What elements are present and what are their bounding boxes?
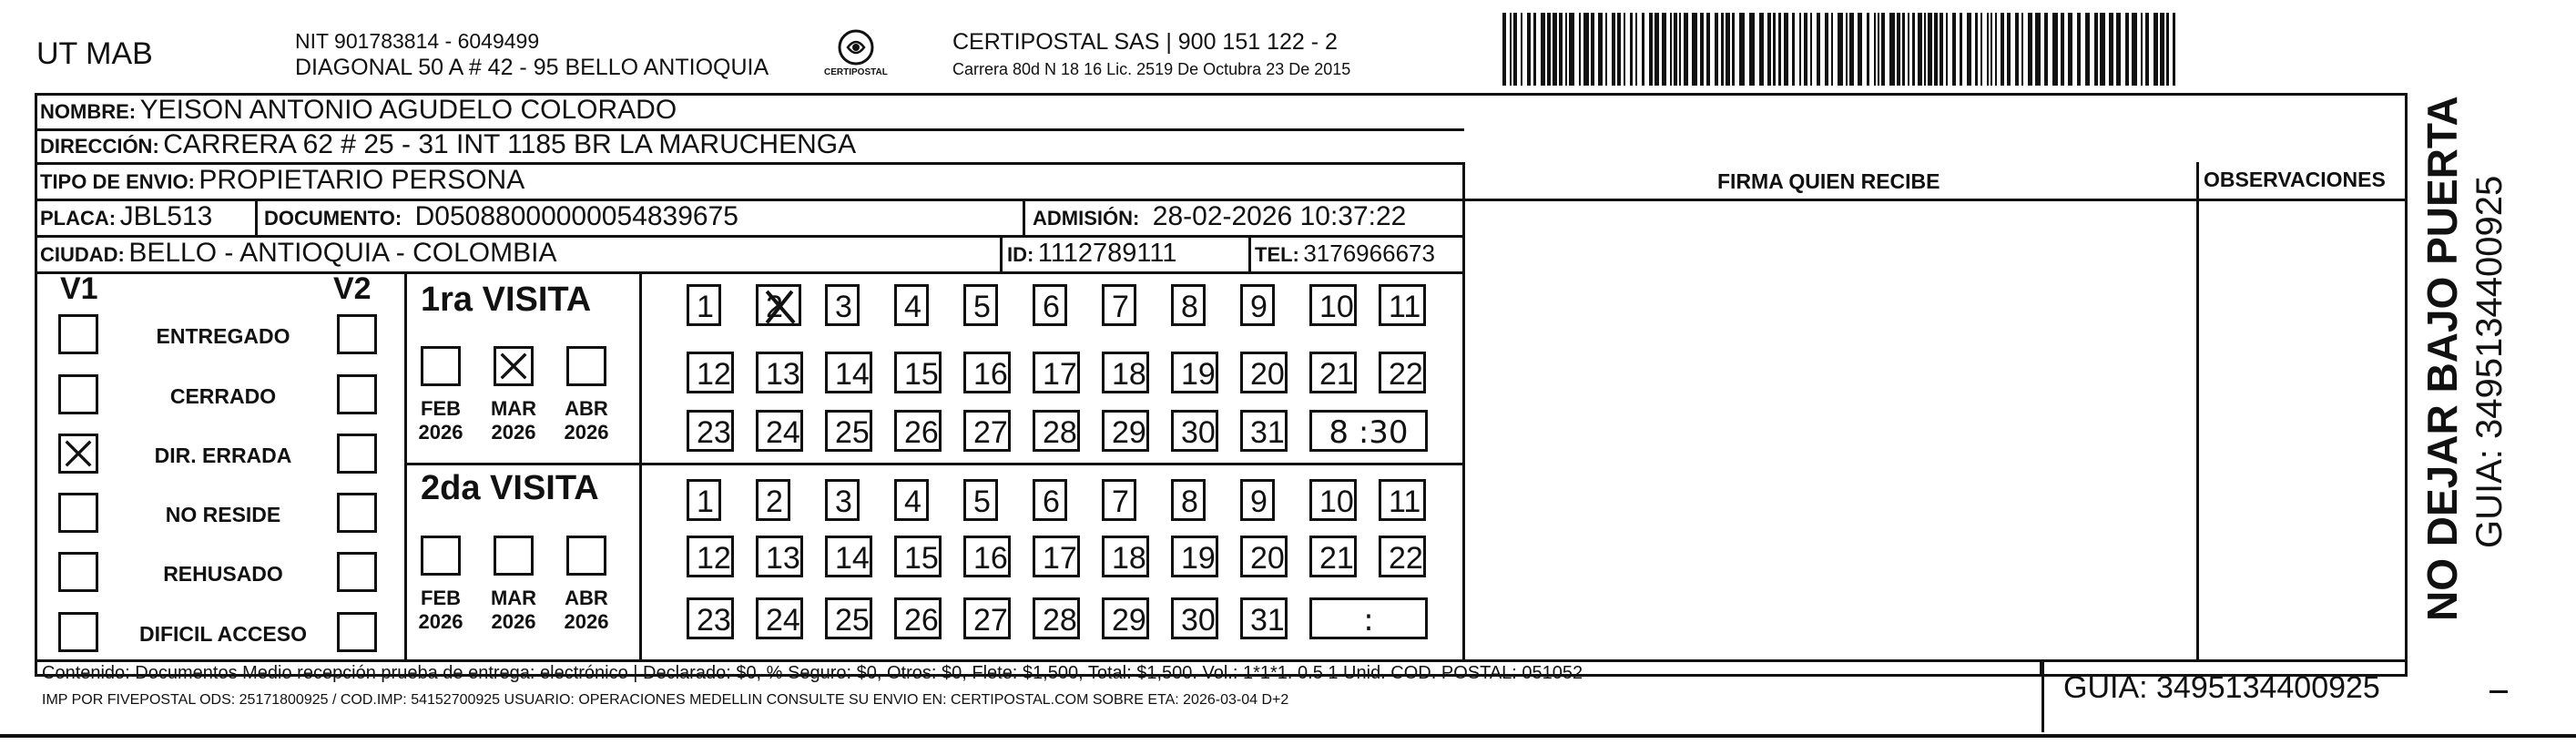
- barcode-bar: [1726, 13, 1730, 86]
- v2-checkbox[interactable]: [337, 374, 377, 414]
- barcode-bar: [1553, 13, 1557, 86]
- x-mark-icon: [759, 285, 800, 327]
- barcode-bar: [1513, 13, 1517, 86]
- day-box-15[interactable]: 15: [894, 536, 942, 577]
- v1-checkbox[interactable]: [58, 374, 98, 414]
- day-box-2[interactable]: 2: [756, 479, 790, 521]
- barcode-bar: [1565, 13, 1567, 86]
- tel-label: TEL:: [1255, 243, 1299, 266]
- barcode-bar: [1960, 13, 1962, 86]
- barcode-bar: [2153, 13, 2158, 86]
- barcode-bar: [1749, 13, 1755, 86]
- barcode-bar: [1952, 13, 1956, 86]
- day-box-14[interactable]: 14: [825, 352, 872, 393]
- barcode-bar: [1778, 13, 1781, 86]
- barcode-bar: [1612, 13, 1615, 86]
- month-label: [413, 397, 468, 444]
- barcode-bar: [1991, 13, 1992, 86]
- barcode-bar: [2100, 13, 2105, 86]
- day-box-6[interactable]: 6: [1033, 479, 1067, 521]
- v2-checkbox[interactable]: [337, 612, 377, 652]
- barcode-bar: [1630, 13, 1633, 86]
- month-checkbox-abr[interactable]: [566, 346, 606, 386]
- day-box-9[interactable]: 9: [1240, 479, 1275, 521]
- direccion-value: CARRERA 62 # 25 - 31 INT 1185 BR LA MARUCHENGA: [163, 129, 857, 159]
- day-box-26[interactable]: 26: [894, 597, 942, 639]
- day-box-25[interactable]: 25: [825, 410, 872, 452]
- day-box-2[interactable]: [756, 284, 801, 326]
- observations-area[interactable]: [2199, 200, 2403, 658]
- v2-checkbox[interactable]: [337, 434, 377, 474]
- v2-checkbox[interactable]: [337, 493, 377, 533]
- status-label: CERRADO: [169, 384, 277, 408]
- month-checkbox-abr[interactable]: [566, 536, 606, 576]
- logo-caption: CERTIPOSTAL: [824, 67, 888, 77]
- barcode-bar: [1579, 13, 1581, 86]
- barcode-bar: [1583, 13, 1589, 86]
- month-name: FEB: [421, 397, 461, 420]
- month-label: [486, 397, 541, 444]
- barcode-bar: [1980, 13, 1982, 86]
- day-box-11[interactable]: 11: [1379, 284, 1426, 326]
- barcode-bar: [1858, 13, 1862, 86]
- day-box-12[interactable]: 12: [687, 536, 734, 577]
- day-box-27[interactable]: 27: [963, 597, 1011, 639]
- barcode-bar: [2077, 13, 2081, 86]
- barcode-bar: [2021, 13, 2023, 86]
- first-visit-title: 1ra VISITA: [421, 281, 592, 319]
- ciudad-row: [40, 238, 556, 269]
- ciudad-value: BELLO - ANTIOQUIA - COLOMBIA: [128, 238, 557, 268]
- tipo-label: TIPO DE ENVIO:: [40, 170, 195, 193]
- barcode-bar: [1924, 13, 1926, 86]
- day-box-16[interactable]: 16: [963, 536, 1011, 577]
- barcode-bar: [1874, 13, 1876, 86]
- v2-checkbox[interactable]: [337, 314, 377, 354]
- barcode-bar: [1934, 13, 1938, 86]
- barcode-bar: [2116, 13, 2121, 86]
- day-box-22[interactable]: 22: [1379, 352, 1426, 393]
- month-name: MAR: [490, 397, 537, 420]
- month-label: [559, 397, 614, 444]
- company-name: UT MAB: [36, 36, 153, 71]
- documento-value: D05088000000054839675: [414, 201, 738, 231]
- barcode-bar: [1987, 13, 1989, 86]
- day-box-3[interactable]: 3: [825, 284, 860, 326]
- barcode-bar: [1706, 13, 1710, 86]
- month-year: 2026: [418, 421, 463, 444]
- barcode-bar: [2109, 13, 2113, 86]
- barcode-bar: [1679, 13, 1681, 86]
- day-box-14[interactable]: 14: [825, 536, 872, 577]
- v1-checkbox[interactable]: [58, 552, 98, 592]
- day-box-18[interactable]: 18: [1102, 536, 1149, 577]
- ciudad-label: CIUDAD:: [40, 243, 125, 266]
- barcode-bar: [1732, 13, 1735, 86]
- imp-line: IMP POR FIVEPOSTAL ODS: 25171800925 / COD.IMP: 54152700925 USUARIO: OPERACIONES MEDELLIN CONSULTE SU ENVIO EN: CERTIPOSTAL.COM SOBRE ETA: 2026-03-04 D+2: [42, 692, 1289, 708]
- day-box-13[interactable]: 13: [756, 536, 803, 577]
- placa-row: [40, 201, 212, 232]
- barcode-bar: [2028, 13, 2032, 86]
- barcode-bar: [1624, 13, 1625, 86]
- barcode-bar: [2044, 13, 2048, 86]
- direccion-label: DIRECCIÓN:: [40, 135, 159, 158]
- month-year: 2026: [564, 610, 609, 633]
- barcode-bar: [2160, 13, 2164, 86]
- month-name: FEB: [421, 587, 461, 609]
- day-box-21[interactable]: 21: [1309, 352, 1357, 393]
- day-box-19[interactable]: 19: [1171, 536, 1218, 577]
- documento-row: [264, 201, 738, 232]
- barcode-bar: [1918, 13, 1922, 86]
- admision-row: [1033, 201, 1406, 232]
- day-box-1[interactable]: 1: [687, 479, 721, 521]
- status-label: REHUSADO: [163, 562, 283, 586]
- time-box[interactable]: :: [1309, 597, 1428, 639]
- barcode-bar: [1912, 13, 1915, 86]
- barcode-bar: [1617, 13, 1621, 86]
- day-box-30[interactable]: 30: [1171, 597, 1218, 639]
- barcode-bar: [1817, 13, 1820, 86]
- v1-checkbox[interactable]: [58, 434, 98, 474]
- v2-header: V2: [333, 271, 372, 306]
- day-box-24[interactable]: 24: [756, 410, 803, 452]
- month-label: [413, 587, 468, 634]
- month-name: MAR: [490, 587, 537, 609]
- certipostal-logo: [824, 27, 888, 82]
- barcode-bar: [1846, 13, 1848, 86]
- barcode-bar: [2125, 13, 2129, 86]
- day-box-25[interactable]: 25: [825, 597, 872, 639]
- day-box-23[interactable]: 23: [687, 410, 734, 452]
- month-checkbox-feb[interactable]: [421, 536, 461, 576]
- barcode-bar: [2085, 13, 2090, 86]
- month-checkbox-feb[interactable]: [421, 346, 461, 386]
- documento-label: DOCUMENTO:: [264, 207, 402, 230]
- tel-row: [1255, 240, 1435, 268]
- status-label: DIR. ERRADA: [154, 444, 292, 467]
- barcode-bar: [2001, 13, 2004, 86]
- barcode-bar: [1692, 13, 1697, 86]
- barcode-bar: [1995, 13, 1997, 86]
- barcode-bar: [1784, 13, 1788, 86]
- day-box-5[interactable]: 5: [963, 284, 998, 326]
- day-box-17[interactable]: 17: [1033, 352, 1080, 393]
- barcode-bar: [1831, 13, 1833, 86]
- day-box-15[interactable]: 15: [894, 352, 942, 393]
- admision-value: 28-02-2026 10:37:22: [1152, 201, 1407, 231]
- day-box-3[interactable]: 3: [825, 479, 860, 521]
- barcode-bar: [1527, 13, 1531, 86]
- x-mark-icon: [496, 349, 531, 383]
- barcode-bar: [1547, 13, 1551, 86]
- barcode-bar: [1670, 13, 1672, 86]
- barcode-bar: [1881, 13, 1885, 86]
- barcode-bar: [1928, 13, 1932, 86]
- footer-guia: GUIA: 3495134400925: [2063, 670, 2380, 705]
- x-mark-icon: [61, 436, 96, 471]
- barcode-bar: [1684, 13, 1688, 86]
- barcode-bar: [1598, 13, 1603, 86]
- day-box-6[interactable]: 6: [1033, 284, 1067, 326]
- barcode-bar: [2052, 13, 2058, 86]
- v1-checkbox[interactable]: [58, 314, 98, 354]
- day-box-18[interactable]: 18: [1102, 352, 1149, 393]
- placa-label: PLACA:: [40, 207, 117, 230]
- barcode-bar: [1902, 13, 1905, 86]
- barcode-bar: [1838, 13, 1843, 86]
- v1-header: V1: [60, 271, 98, 306]
- barcode-bar: [1715, 13, 1718, 86]
- day-box-26[interactable]: 26: [894, 410, 942, 452]
- barcode-bar: [1849, 13, 1854, 86]
- observaciones-label: OBSERVACIONES: [2204, 168, 2386, 191]
- placa-value: JBL513: [119, 201, 213, 231]
- barcode-bar: [1967, 13, 1971, 86]
- id-value: 1112789111: [1037, 239, 1177, 268]
- v1-checkbox[interactable]: [58, 612, 98, 652]
- day-number: 2: [766, 290, 783, 324]
- status-label: ENTREGADO: [156, 324, 290, 348]
- tipo-row: [40, 165, 524, 196]
- day-box-24[interactable]: 24: [756, 597, 803, 639]
- day-box-31[interactable]: 31: [1240, 410, 1288, 452]
- barcode-bar: [1897, 13, 1900, 86]
- barcode-bar: [1946, 13, 1948, 86]
- day-box-29[interactable]: 29: [1102, 597, 1149, 639]
- barcode-bar: [1655, 13, 1659, 86]
- barcode-bar: [1739, 13, 1745, 86]
- day-box-23[interactable]: 23: [687, 597, 734, 639]
- barcode-bar: [2132, 13, 2137, 86]
- month-year: 2026: [491, 421, 536, 444]
- tipo-value: PROPIETARIO PERSONA: [199, 165, 525, 195]
- day-box-20[interactable]: 20: [1240, 536, 1288, 577]
- time-box[interactable]: 8 :30: [1309, 410, 1428, 452]
- admision-label: ADMISIÓN:: [1033, 207, 1140, 230]
- status-label: NO RESIDE: [165, 503, 281, 526]
- nombre-value: YEISON ANTONIO AGUDELO COLORADO: [139, 95, 677, 125]
- month-year: 2026: [491, 610, 536, 633]
- day-box-7[interactable]: 7: [1102, 284, 1136, 326]
- courier-line: CERTIPOSTAL SAS | 900 151 122 - 2: [952, 29, 1338, 55]
- license-line: Carrera 80d N 18 16 Lic. 2519 De Octubra 23 De 2015: [952, 60, 1351, 78]
- v1-checkbox[interactable]: [58, 493, 98, 533]
- day-box-17[interactable]: 17: [1033, 536, 1080, 577]
- barcode-bar: [2061, 13, 2064, 86]
- day-box-30[interactable]: 30: [1171, 410, 1218, 452]
- barcode-bar: [1642, 13, 1644, 86]
- signature-area[interactable]: [1464, 200, 2194, 658]
- barcode-bar: [1767, 13, 1771, 86]
- logo-icon: [824, 27, 888, 67]
- id-label: ID:: [1007, 243, 1034, 266]
- day-box-27[interactable]: 27: [963, 410, 1011, 452]
- v2-checkbox[interactable]: [337, 552, 377, 592]
- barcode-bar: [1878, 13, 1879, 86]
- nit-line: NIT 901783814 - 6049499: [295, 29, 540, 53]
- barcode-bar: [1662, 13, 1666, 86]
- barcode-bar: [1510, 13, 1512, 86]
- firma-label: FIRMA QUIEN RECIBE: [1717, 169, 1940, 193]
- barcode-bar: [1605, 13, 1607, 86]
- barcode-bar: [1773, 13, 1776, 86]
- barcode-bar: [1721, 13, 1724, 86]
- barcode-bar: [1792, 13, 1795, 86]
- tel-value: 3176966673: [1303, 240, 1435, 267]
- day-box-7[interactable]: 7: [1102, 479, 1136, 521]
- barcode-bar: [2166, 13, 2169, 86]
- day-box-11[interactable]: 11: [1379, 479, 1426, 521]
- day-box-4[interactable]: 4: [894, 284, 929, 326]
- barcode-icon: [1502, 13, 2181, 86]
- month-label: [486, 587, 541, 634]
- barcode-bar: [1810, 13, 1812, 86]
- id-row: [1007, 239, 1176, 269]
- barcode-bar: [2068, 13, 2072, 86]
- month-name: ABR: [565, 397, 608, 420]
- direccion-row: [40, 129, 856, 160]
- day-box-8[interactable]: 8: [1171, 284, 1206, 326]
- barcode-bar: [1559, 13, 1563, 86]
- barcode-bar: [1502, 13, 1506, 86]
- contenido-line: Contenido: Documentos Medio recepción prueba de entrega: electrónico | Declarado: $0, % Seguro: $0, Otros: $0, Flete: $1,500, Total: $1,500. Vol.: 1*1*1. 0.5 1 Unid. COD. POSTAL: 051052: [42, 663, 1583, 683]
- nombre-row: [40, 95, 677, 126]
- side-warning: NO DEJAR BAJO PUERTA: [2418, 96, 2466, 621]
- month-year: 2026: [564, 421, 609, 444]
- month-label: [559, 587, 614, 634]
- barcode-bar: [2094, 13, 2098, 86]
- day-box-28[interactable]: 28: [1033, 410, 1080, 452]
- side-guia: GUIA: 3495134400925: [2469, 175, 2510, 548]
- day-box-8[interactable]: 8: [1171, 479, 1206, 521]
- day-box-28[interactable]: 28: [1033, 597, 1080, 639]
- barcode-bar: [1975, 13, 1978, 86]
- month-checkbox-mar[interactable]: [494, 346, 534, 386]
- barcode-bar: [1940, 13, 1943, 86]
- barcode-bar: [1700, 13, 1704, 86]
- barcode-bar: [2015, 13, 2019, 86]
- second-visit-title: 2da VISITA: [421, 469, 599, 507]
- sender-address: DIAGONAL 50 A # 42 - 95 BELLO ANTIOQUIA: [295, 55, 769, 80]
- day-box-9[interactable]: 9: [1240, 284, 1275, 326]
- barcode-bar: [1541, 13, 1545, 86]
- barcode-bar: [1799, 13, 1801, 86]
- day-box-16[interactable]: 16: [963, 352, 1011, 393]
- barcode-bar: [2141, 13, 2143, 86]
- barcode-bar: [2173, 13, 2175, 86]
- day-box-12[interactable]: 12: [687, 352, 734, 393]
- day-box-31[interactable]: 31: [1240, 597, 1288, 639]
- barcode-bar: [1649, 13, 1653, 86]
- barcode-bar: [1908, 13, 1909, 86]
- day-box-19[interactable]: 19: [1171, 352, 1218, 393]
- barcode-bar: [2145, 13, 2149, 86]
- month-name: ABR: [565, 587, 608, 609]
- day-box-1[interactable]: 1: [687, 284, 721, 326]
- day-box-10[interactable]: 10: [1309, 479, 1357, 521]
- barcode-bar: [1804, 13, 1807, 86]
- barcode-bar: [2035, 13, 2041, 86]
- barcode-bar: [1533, 13, 1536, 86]
- barcode-bar: [1889, 13, 1895, 86]
- month-year: 2026: [418, 610, 463, 633]
- barcode-bar: [1674, 13, 1677, 86]
- day-box-29[interactable]: 29: [1102, 410, 1149, 452]
- month-checkbox-mar[interactable]: [494, 536, 534, 576]
- barcode-bar: [1635, 13, 1637, 86]
- barcode-bar: [1591, 13, 1594, 86]
- day-box-22[interactable]: 22: [1379, 536, 1426, 577]
- barcode-bar: [2007, 13, 2011, 86]
- barcode-bar: [1521, 13, 1522, 86]
- day-box-10[interactable]: 10: [1309, 284, 1357, 326]
- status-label: DIFICIL ACCESO: [138, 622, 307, 646]
- day-box-5[interactable]: 5: [963, 479, 998, 521]
- nombre-label: NOMBRE:: [40, 100, 137, 123]
- day-box-20[interactable]: 20: [1240, 352, 1288, 393]
- barcode-bar: [1569, 13, 1574, 86]
- barcode-bar: [1759, 13, 1764, 86]
- barcode-bar: [1825, 13, 1828, 86]
- day-box-13[interactable]: 13: [756, 352, 803, 393]
- day-box-21[interactable]: 21: [1309, 536, 1357, 577]
- barcode-bar: [1867, 13, 1869, 86]
- day-box-4[interactable]: 4: [894, 479, 929, 521]
